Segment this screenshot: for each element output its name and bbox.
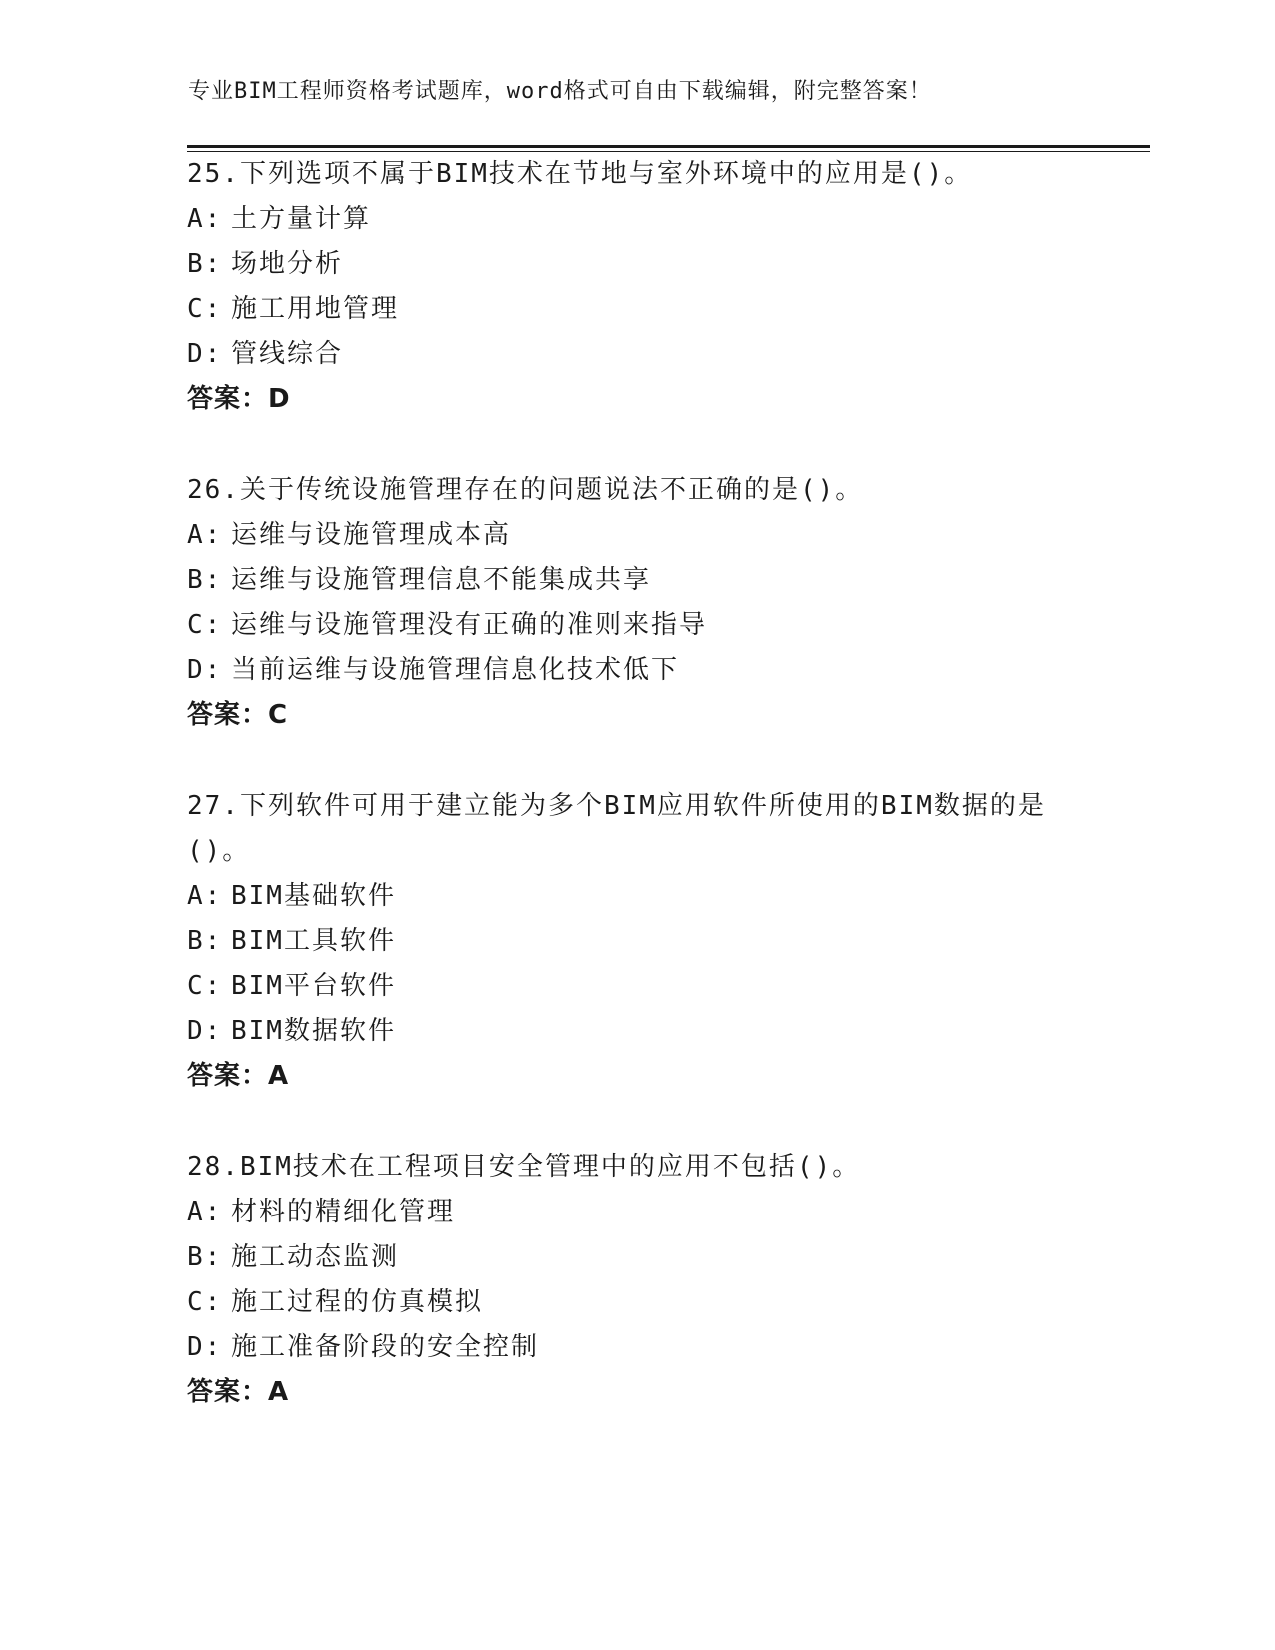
question-stem: 25.下列选项不属于BIM技术在节地与室外环境中的应用是()。 xyxy=(187,159,973,189)
question-27 xyxy=(187,784,1067,1099)
option-c xyxy=(187,964,1067,1009)
question-stem: 26.关于传统设施管理存在的问题说法不正确的是()。 xyxy=(187,475,864,505)
option-d xyxy=(187,1009,1067,1054)
option-key: A: xyxy=(187,1197,223,1227)
option-key: A: xyxy=(187,881,223,911)
option-text: 土方量计算 xyxy=(231,204,372,234)
answer: 答案：D xyxy=(187,384,291,414)
option-text: BIM平台软件 xyxy=(231,971,396,1001)
option-key: D: xyxy=(187,1016,223,1046)
question-25 xyxy=(187,152,1087,422)
option-d xyxy=(187,1325,1087,1370)
option-key: C: xyxy=(187,1287,223,1317)
option-text: 运维与设施管理没有正确的准则来指导 xyxy=(231,610,708,640)
answer: 答案：A xyxy=(187,1377,290,1407)
option-text: 当前运维与设施管理信息化技术低下 xyxy=(231,655,680,685)
question-stem: 27.下列软件可用于建立能为多个BIM应用软件所使用的BIM数据的是()。 xyxy=(187,791,1046,866)
option-key: C: xyxy=(187,610,223,640)
answer: 答案：A xyxy=(187,1061,290,1091)
option-key: B: xyxy=(187,565,223,595)
option-key: C: xyxy=(187,294,223,324)
question-stem: 28.BIM技术在工程项目安全管理中的应用不包括()。 xyxy=(187,1152,861,1182)
option-d xyxy=(187,332,1087,377)
option-b xyxy=(187,558,1087,603)
option-key: D: xyxy=(187,655,223,685)
option-c xyxy=(187,287,1087,332)
option-text: 运维与设施管理成本高 xyxy=(231,520,512,550)
option-text: BIM工具软件 xyxy=(231,926,396,956)
option-b xyxy=(187,1235,1087,1280)
header-divider-thick xyxy=(187,145,1150,148)
option-key: B: xyxy=(187,1242,223,1272)
option-text: BIM数据软件 xyxy=(231,1016,396,1046)
option-key: A: xyxy=(187,520,223,550)
option-text: 场地分析 xyxy=(231,249,344,279)
question-26 xyxy=(187,468,1087,738)
option-b xyxy=(187,919,1067,964)
option-key: C: xyxy=(187,971,223,1001)
option-text: 施工过程的仿真模拟 xyxy=(231,1287,484,1317)
option-b xyxy=(187,242,1087,287)
option-text: 材料的精细化管理 xyxy=(231,1197,456,1227)
answer: 答案：C xyxy=(187,700,289,730)
option-a xyxy=(187,874,1067,919)
question-28 xyxy=(187,1145,1087,1415)
option-text: BIM基础软件 xyxy=(231,881,396,911)
option-text: 施工用地管理 xyxy=(231,294,400,324)
option-text: 施工准备阶段的安全控制 xyxy=(231,1332,540,1362)
option-c xyxy=(187,603,1087,648)
option-text: 施工动态监测 xyxy=(231,1242,400,1272)
option-d xyxy=(187,648,1087,693)
option-key: D: xyxy=(187,1332,223,1362)
option-key: B: xyxy=(187,249,223,279)
option-a xyxy=(187,197,1087,242)
option-c xyxy=(187,1280,1087,1325)
option-a xyxy=(187,1190,1087,1235)
option-key: D: xyxy=(187,339,223,369)
option-text: 运维与设施管理信息不能集成共享 xyxy=(231,565,652,595)
option-text: 管线综合 xyxy=(231,339,344,369)
page-header: 专业BIM工程师资格考试题库，word格式可自由下载编辑，附完整答案！ xyxy=(188,79,932,104)
option-key: B: xyxy=(187,926,223,956)
option-a xyxy=(187,513,1087,558)
option-key: A: xyxy=(187,204,223,234)
